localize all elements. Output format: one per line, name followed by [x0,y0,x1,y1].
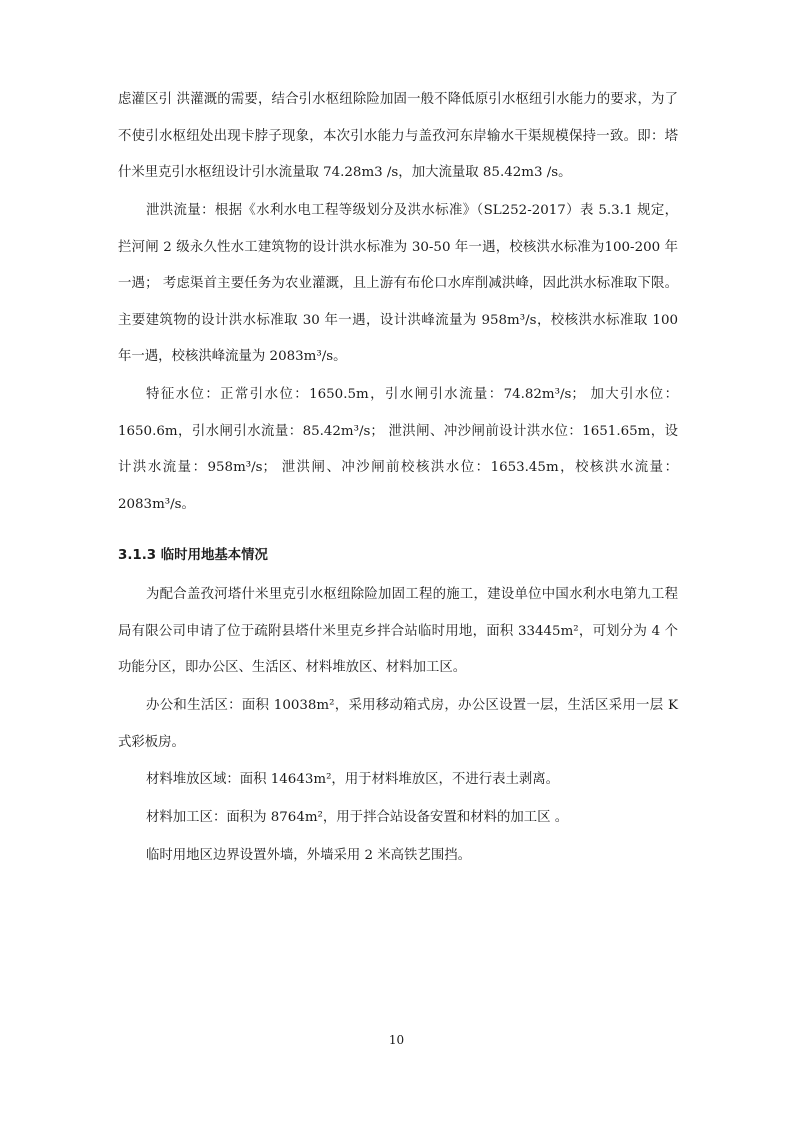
paragraph-material-storage-area: 材料堆放区域：面积 14643m²，用于材料堆放区，不进行表土剥离。 [146,772,560,787]
paragraph-characteristic-water-levels: 特征水位：正常引水位：1650.5m，引水闸引水流量：74.82m³/s； 加大引水位：1650.6m，引水闸引水流量：85.42m³/s； 泄洪闸、冲沙闸前设计洪水位：1651.65m，设计洪水流量：958m³/s； 泄洪闸、冲沙闸前校核洪水位：1653.45m，校核洪水流量：2083m³/s。 [118,387,678,512]
paragraph-office-living-area: 办公和生活区：面积 10038m²，采用移动箱式房，办公区设置一层，生活区采用一层 K 式彩板房。 [118,698,678,750]
paragraph-boundary-wall: 临时用地区边界设置外墙，外墙采用 2 米高铁艺围挡。 [146,848,472,863]
paragraph-material-processing-area: 材料加工区：面积为 8764m²，用于拌合站设备安置和材料的加工区 。 [146,810,569,825]
section-heading: 3.1.3 临时用地基本情况 [118,548,268,563]
paragraph-intake-capacity: 虑灌区引 洪灌溉的需要，结合引水枢纽除险加固一般不降低原引水枢纽引水能力的要求，为了不使引水枢纽处出现卡脖子现象，本次引水能力与盖孜河东岸输水干渠规模保持一致。即：塔什米里克引水枢纽设计引水流量取 74.28m3 /s，加大流量取 85.42m3 /s。 [118,92,678,180]
page-number: 10 [388,1033,405,1047]
paragraph-flood-discharge: 泄洪流量：根据《水利水电工程等级划分及洪水标准》（SL252-2017）表 5.3.1 规定，拦河闸 2 级永久性水工建筑物的设计洪水标准为 30-50 年一遇，校核洪水标准为100-200 年一遇； 考虑渠首主要任务为农业灌溉，且上游有布伦口水库削减洪峰，因此洪水标准取下限。 主要建筑物的设计洪水标准取 30 年一遇，设计洪峰流量为 958m³/s，校核洪水标准取 100 年一遇，校核洪峰流量为 2083m³/s。 [118,203,678,364]
paragraph-temporary-land-overview: 为配合盖孜河塔什米里克引水枢纽除险加固工程的施工，建设单位中国水利水电第九工程局有限公司申请了位于疏附县塔什米里克乡拌合站临时用地，面积 33445m²，可划分为 4 个功能分区，即办公区、生活区、材料堆放区、材料加工区。 [118,587,678,675]
